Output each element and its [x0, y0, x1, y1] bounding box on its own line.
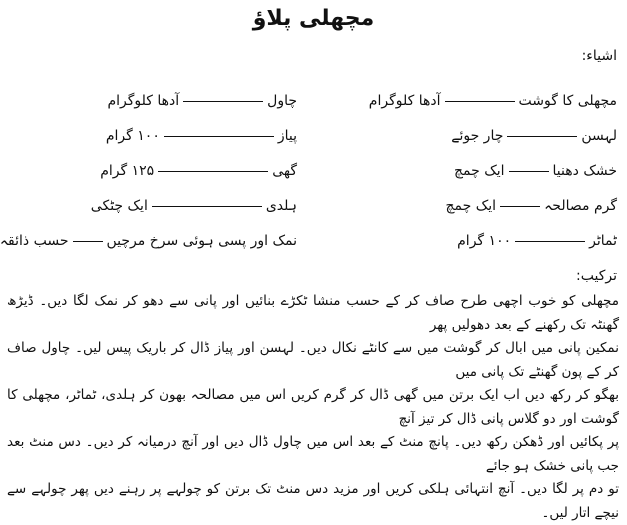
ingredient-row-3-left — [100, 162, 297, 180]
fill-line — [509, 171, 549, 172]
method-line: مچھلی کو خوب اچھی طرح صاف کر کے حسب منشا ٹکڑے بنائیں اور پانی سے دھو کر نمک لگا دیں۔ ڈیڑھ گھنٹہ تک رکھنے کے بعد دھولیں پھر — [7, 293, 619, 333]
ingredient-qty: ۱۲۵ گرام — [100, 163, 155, 179]
ingredient-row-1-right — [369, 92, 617, 110]
ingredient-qty: حسب ذائقہ — [0, 233, 69, 249]
ingredient-row-4-right — [446, 197, 617, 215]
ingredient-name: مچھلی کا گوشت — [518, 93, 617, 109]
ingredient-name: چاول — [267, 93, 297, 109]
ingredient-qty: آدھا کلوگرام — [368, 93, 441, 109]
fill-line — [73, 241, 103, 242]
fill-line — [507, 136, 577, 137]
ingredient-name: گرم مصالحہ — [544, 198, 617, 214]
fill-line — [152, 206, 262, 207]
ingredient-row-1-left — [107, 92, 297, 110]
fill-line — [164, 136, 274, 137]
ingredient-row-2-left — [106, 127, 297, 145]
ingredient-qty: چار جوئے — [451, 128, 504, 144]
method-line: پر پکائیں اور ڈھکن رکھ دیں۔ پانچ منٹ کے بعد اس میں چاول ڈال دیں اور آنچ درمیانہ کر دیں۔ دس منٹ بعد جب پانی خشک ہو جائے — [7, 434, 619, 474]
ingredient-name: ٹماٹر — [589, 233, 617, 249]
fill-line — [445, 101, 515, 102]
ingredient-name: خشک دھنیا — [552, 163, 617, 179]
ingredient-qty: ایک چمچ — [453, 163, 505, 179]
ingredient-name: پیاز — [277, 128, 297, 144]
method-line: تو دم پر لگا دیں۔ آنچ انتہائی ہلکی کریں اور مزید دس منٹ تک برتن کو چولہے پر رہنے دیں پھر چولہے سے نیچے اتار لیں۔ — [7, 481, 619, 521]
ingredient-qty: آدھا کلوگرام — [107, 93, 180, 109]
ingredients-heading: اشیاء: — [581, 48, 617, 64]
fill-line — [515, 241, 585, 242]
ingredient-row-5-right — [457, 232, 617, 250]
ingredient-row-2-right — [451, 127, 617, 145]
ingredient-qty: ایک چٹکی — [90, 198, 148, 214]
fill-line — [183, 101, 263, 102]
ingredient-qty: ۱۰۰ گرام — [105, 128, 160, 144]
ingredient-row-3-right — [454, 162, 617, 180]
ingredient-name: ہلدی — [265, 198, 297, 214]
method-line: بھگو کر رکھ دیں اب ایک برتن میں گھی ڈال کر گرم کریں اس میں مصالحہ بھون کر ہلدی، ٹماٹر، مچھلی کا گوشت اور دو گلاس پانی ڈال کر تیز آنچ — [7, 387, 619, 427]
recipe-title: مچھلی پلاؤ — [252, 6, 375, 31]
ingredient-row-5-left — [0, 232, 297, 250]
ingredient-qty: ایک چمچ — [445, 198, 497, 214]
ingredient-name: نمک اور پسی ہوئی سرخ مرچیں — [106, 233, 297, 249]
ingredient-name: لہسن — [581, 128, 617, 144]
ingredient-name: گھی — [272, 163, 297, 179]
fill-line — [500, 206, 540, 207]
method-heading: ترکیب: — [576, 268, 617, 284]
method-paragraph — [7, 290, 619, 525]
method-line: نمکین پانی میں ابال کر گوشت میں سے کانٹے نکال دیں۔ لہسن اور پیاز ڈال کر باریک پیس لیں۔ چاول صاف کر کے پون گھنٹے تک پانی میں — [7, 340, 619, 380]
ingredient-qty: ۱۰۰ گرام — [457, 233, 512, 249]
fill-line — [158, 171, 268, 172]
ingredient-row-4-left — [91, 197, 297, 215]
